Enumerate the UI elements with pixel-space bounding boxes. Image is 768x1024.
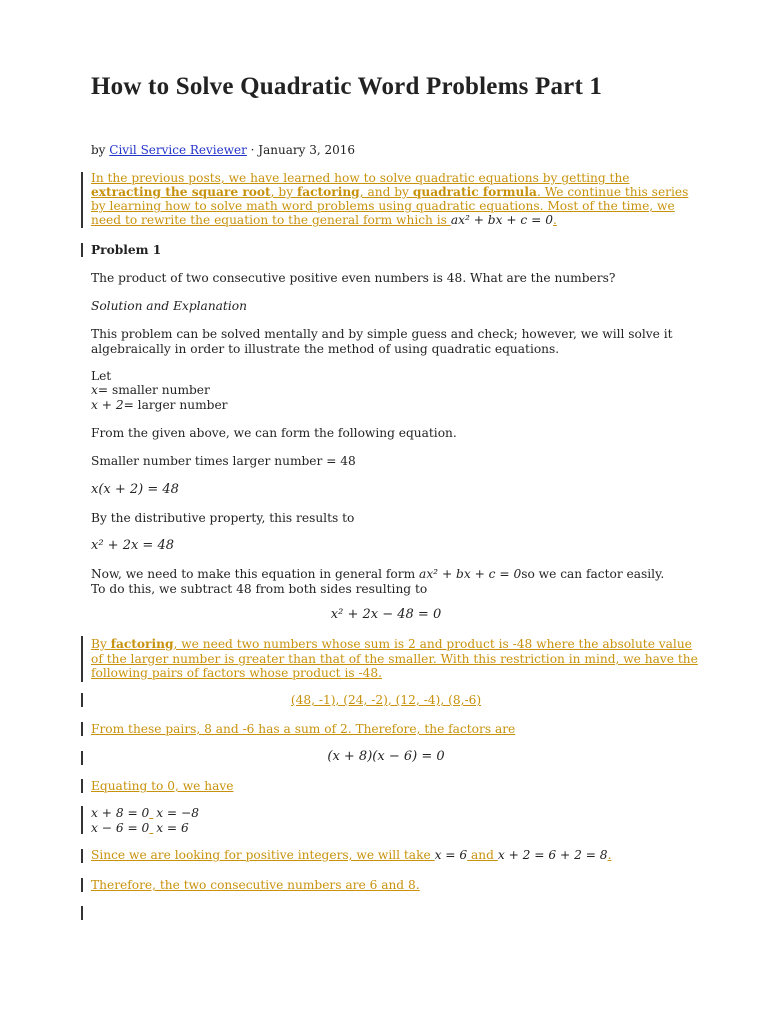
variable: x + 2 xyxy=(91,398,124,412)
equation: x² + 2x = 48 xyxy=(91,538,175,553)
variable-desc: = larger number xyxy=(123,398,228,412)
intro-text: , and by xyxy=(359,185,413,199)
factoring-link[interactable]: factoring xyxy=(110,637,174,651)
variable: x xyxy=(91,383,98,397)
paragraph-line: Smaller number times larger number = 48 xyxy=(91,454,356,468)
author-link[interactable]: Civil Service Reviewer xyxy=(109,143,247,157)
edit-bar xyxy=(81,172,83,228)
paragraph-line xyxy=(91,567,664,582)
intro-text: . xyxy=(552,213,557,227)
edit-bar xyxy=(81,806,83,834)
general-form-equation: ax² + bx + c = 0 xyxy=(450,213,553,227)
variable-desc: = smaller number xyxy=(97,383,210,397)
solution-line xyxy=(91,806,199,821)
problem-question: The product of two consecutive positive even numbers is 48. What are the numbers? xyxy=(91,271,616,285)
edit-bar xyxy=(81,243,83,257)
intro-line-2 xyxy=(91,185,688,200)
equation: x − 6 = 0 xyxy=(91,821,150,835)
paragraph-line: To do this, we subtract 48 from both sides resulting to xyxy=(91,582,428,596)
text: Now, we need to make this equation in general form xyxy=(91,567,420,581)
text-cursor xyxy=(81,906,83,920)
text: . xyxy=(607,848,612,862)
solution-line xyxy=(91,821,189,836)
quadratic-formula-link[interactable]: quadratic formula xyxy=(412,185,537,199)
paragraph-line xyxy=(91,848,611,863)
variable-definition xyxy=(91,398,227,413)
paragraph-line: following pairs of factors whose product is -48. xyxy=(91,666,382,680)
problem-heading: Problem 1 xyxy=(91,243,162,257)
intro-line-3: by learning how to solve math word problems using quadratic equations. Most of the time, we xyxy=(91,199,675,213)
equation: x + 2 = 6 + 2 = 8 xyxy=(497,848,608,862)
edit-bar xyxy=(81,722,83,736)
page-title: How to Solve Quadratic Word Problems Part 1 xyxy=(91,73,603,100)
sqroot-link[interactable]: extracting the square root xyxy=(91,185,271,199)
paragraph-line: By the distributive property, this results to xyxy=(91,511,355,525)
conclusion: Therefore, the two consecutive numbers are 6 and 8. xyxy=(91,878,420,892)
paragraph-line: algebraically in order to illustrate the method of using quadratic equations. xyxy=(91,342,560,356)
edit-bar xyxy=(81,751,83,765)
variable-definition xyxy=(91,383,210,398)
equation: (x + 8)(x − 6) = 0 xyxy=(327,749,445,764)
post-date: · January 3, 2016 xyxy=(246,143,356,157)
equation: x = 6 xyxy=(156,821,189,835)
text: and xyxy=(467,848,498,862)
text: , we need two numbers whose sum is 2 and product is -48 where the absolute value xyxy=(173,637,692,651)
intro-text: , by xyxy=(270,185,297,199)
paragraph-line: From these pairs, 8 and -6 has a sum of 2. Therefore, the factors are xyxy=(91,722,516,736)
general-form-equation: ax² + bx + c = 0 xyxy=(419,567,522,581)
equation: x = 6 xyxy=(434,848,468,862)
byline xyxy=(91,143,355,157)
intro-line-1: In the previous posts, we have learned how to solve quadratic equations by getting the xyxy=(91,171,630,185)
edit-bar xyxy=(81,693,83,707)
equation: x(x + 2) = 48 xyxy=(91,482,179,497)
text: By xyxy=(91,637,111,651)
paragraph-line: Equating to 0, we have xyxy=(91,779,234,793)
solution-label: Solution and Explanation xyxy=(91,299,247,313)
paragraph-line: From the given above, we can form the following equation. xyxy=(91,426,457,440)
factoring-link[interactable]: factoring xyxy=(296,185,360,199)
intro-text: need to rewrite the equation to the general form which is xyxy=(91,213,451,227)
edit-bar xyxy=(81,779,83,793)
paragraph-line xyxy=(91,637,692,652)
equation: x² + 2x − 48 = 0 xyxy=(330,607,442,622)
byline-prefix: by xyxy=(91,143,110,157)
let-label: Let xyxy=(91,369,112,383)
intro-line-4 xyxy=(91,213,557,228)
edit-bar xyxy=(81,878,83,892)
text: Since we are looking for positive integers, we will take xyxy=(91,848,435,862)
edit-bar xyxy=(81,849,83,863)
equation: x = −8 xyxy=(156,806,199,820)
paragraph-line: This problem can be solved mentally and by simple guess and check; however, we will solve it xyxy=(91,327,673,341)
text: so we can factor easily. xyxy=(521,567,665,581)
edit-bar xyxy=(81,636,83,682)
paragraph-line: of the larger number is greater than that of the smaller. With this restriction in mind, we have the xyxy=(91,652,698,666)
factor-pairs: (48, -1), (24, -2), (12, -4), (8,-6) xyxy=(290,693,482,707)
intro-text: . We continue this series xyxy=(536,185,689,199)
equation: x + 8 = 0 xyxy=(91,806,150,820)
